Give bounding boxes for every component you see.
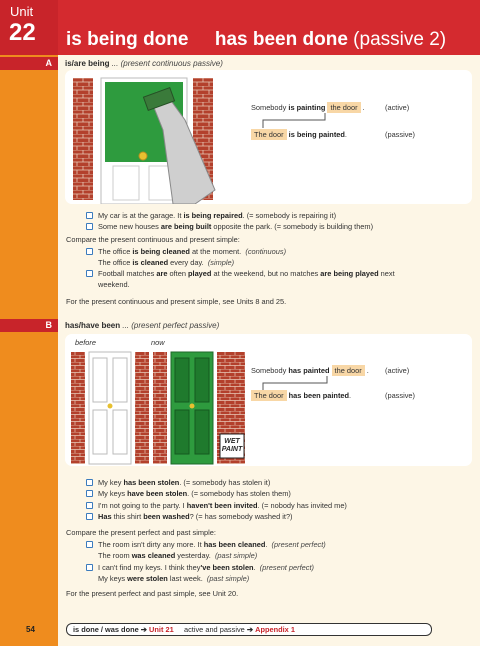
compare-b: Compare the present perfect and past simple: — [66, 528, 216, 537]
active-sentence-b: Somebody has painted the door . — [251, 366, 369, 375]
subject-highlight-b: The door — [251, 390, 287, 401]
door-painting-illustration — [65, 70, 250, 204]
passive-sentence-b: The door has been painted. — [251, 391, 351, 400]
bullet — [86, 490, 93, 497]
bullet — [86, 270, 93, 277]
bullet — [86, 502, 93, 509]
example-b-3: I'm not going to the party. I haven't been invited. (= nobody has invited me) — [98, 501, 347, 510]
passive-tag-b: (passive) — [385, 391, 415, 400]
bullet — [86, 564, 93, 571]
arrow-icon: ➔ — [140, 625, 147, 634]
section-a-label: A — [0, 57, 58, 70]
bullet — [86, 212, 93, 219]
compare-b-1: The room isn't dirty any more. It has been cleaned. (present perfect) — [98, 540, 326, 549]
crossref-2-text: active and passive — [183, 625, 245, 634]
crossref-2-link[interactable]: Appendix 1 — [255, 625, 295, 634]
crossref-1-text: is done / was done — [73, 625, 139, 634]
example-b-1: My key has been stolen. (= somebody has stolen it) — [98, 478, 271, 487]
section-a-panel — [65, 70, 472, 204]
see-also-a: For the present continuous and present simple, see Units 8 and 25. — [66, 297, 287, 306]
page-header — [58, 0, 480, 55]
crossref-1-link[interactable]: Unit 21 — [149, 625, 174, 634]
section-b-heading: has/have been ... (present perfect passive) — [65, 321, 220, 330]
active-sentence-a: Somebody is painting the door . — [251, 103, 365, 112]
active-tag-b: (active) — [385, 366, 410, 375]
example-a-1: My car is at the garage. It is being repaired. (= somebody is repairing it) — [98, 211, 337, 220]
example-a-2: Some new houses are being built opposite the park. (= somebody is building them) — [98, 222, 374, 231]
title-part-2: has been done — [214, 29, 348, 50]
subject-highlight-a: The door — [251, 129, 287, 140]
object-highlight-b: the door — [332, 365, 365, 376]
before-label: before — [75, 338, 96, 347]
football-example: Football matches are often played at the weekend, but no matches are being played next — [98, 269, 395, 278]
title-part-1: is being done — [66, 29, 189, 50]
see-also-b: For the present perfect and past simple, see Unit 20. — [66, 589, 239, 598]
compare-a: Compare the present continuous and present simple: — [66, 235, 240, 244]
compare-b-3: I can't find my keys. I think they've been stolen. (present perfect) — [98, 563, 314, 572]
example-b-4: Has this shirt been washed? (= has somebody washed it?) — [98, 512, 293, 521]
compare-b-4: My keys were stolen last week. (past simple) — [98, 574, 250, 583]
bullet — [86, 479, 93, 486]
section-b-panel — [65, 334, 472, 466]
bullet — [86, 541, 93, 548]
object-highlight-a: the door — [327, 102, 360, 113]
now-label: now — [151, 338, 165, 347]
active-tag-a: (active) — [385, 103, 410, 112]
example-b-2: My keys have been stolen. (= somebody has stolen them) — [98, 489, 291, 498]
compare-b-2: The room was cleaned yesterday. (past simple) — [98, 551, 258, 560]
compare-a-2: The office is cleaned every day. (simple) — [98, 258, 235, 267]
wet-paint-sign: WET PAINT — [221, 438, 243, 453]
page-title — [66, 29, 446, 51]
unit-number: 22 — [9, 19, 36, 46]
title-part-3: (passive 2) — [353, 29, 447, 50]
page-number: 54 — [26, 625, 35, 634]
arrow-icon: ➔ — [246, 625, 254, 634]
passive-tag-a: (passive) — [385, 130, 415, 139]
passive-sentence-a: The door is being painted. — [251, 130, 347, 139]
bullet — [86, 248, 93, 255]
unit-badge — [0, 0, 58, 55]
football-example-line2: weekend. — [98, 280, 130, 289]
cross-reference-box — [66, 623, 432, 636]
bullet — [86, 223, 93, 230]
section-a-heading: is/are being ... (present continuous passive) — [65, 59, 223, 68]
section-b-label: B — [0, 319, 58, 332]
bullet — [86, 513, 93, 520]
compare-a-1: The office is being cleaned at the moment. (continuous) — [98, 247, 287, 256]
unit-word: Unit — [10, 4, 34, 19]
